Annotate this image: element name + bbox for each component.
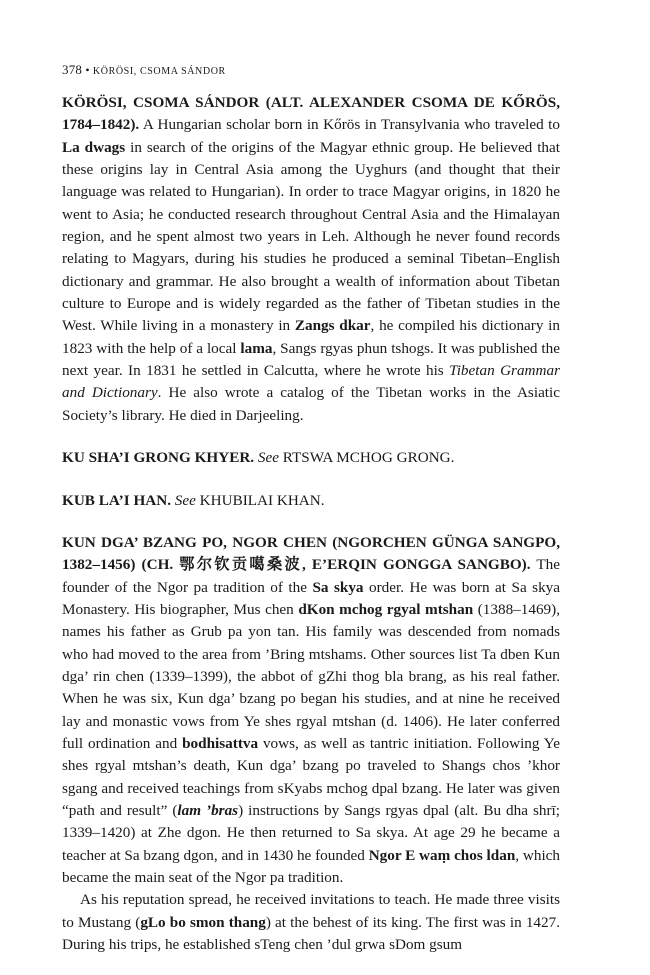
see-reference: RTSWA MCHOG GRONG. [282,449,455,467]
cross-ref-term: lama [240,339,273,357]
cross-ref-term: Sa skya [312,578,364,596]
cross-ref-term: bodhisattva [182,734,259,752]
see-label: See [174,491,196,509]
entry-kun-dga-bzang-po: KUN DGA’ BZANG PO, NGOR CHEN (NGORCHEN GÜNGA SANGPO, 1382–1456) (CH. 鄂尔钦贡噶桑波, E’ERQIN GONGGA SANGBO). The founder of the Ngor pa tradition of the Sa skya order. He was born at Sa skya Monastery. His biographer, Mus chen dKon mchog rgyal mtshan (1388–1469), names his father as Grub pa yon tan. His family was descended from nomads who had moved to the area from ’Bring mtshams. Other sources list Ta dben Kun dga’ rin chen (1339–1399), the abbot of gZhi thog bla brang, as his real father. When he was six, Kun dga’ bzang po began his studies, and at nine he received lay and monastic vows from Ye shes rgyal mtshan (d. 1406). He later conferred full ordination and bodhisattva vows, as well as tantric initiation. Following Ye shes rgyal mtshan’s death, Kun dga’ bzang po traveled to Shangs chos ’khor sgang and received teachings from sKyabs mchog dpal bzang. He later was given “path and result” (lam ’bras) instructions by Sangs rgyas dpal (alt. Bu dha shrī; 1339–1420) at Zhe dgon. He then returned to Sa skya. At age 29 he became a teacher at Sa bzang dgon, and in 1430 he founded Ngor E waṃ chos ldan, which became the main seat of the Ngor pa tradition. [62,533,561,886]
page-number: 378 [62,62,83,77]
cross-ref-term: Zangs dkar [294,317,371,335]
running-head [62,62,560,80]
book-title: Tibetan Grammar and Dictionary [62,362,560,402]
entry-ku-shai-grong-khyer [62,447,560,469]
entry-korosi: KÖRÖSI, CSOMA SÁNDOR (ALT. ALEXANDER CSOMA DE KŐRÖS, 1784–1842). A Hungarian scholar born in Kőrös in Transylvania who traveled to La dwags in search of the origins of the Magyar ethnic group. He believed that these origins lay in Central Asia among the Uyghurs (and thought that their language was related to Hungarian). In order to trace Magyar origins, in 1820 he went to Asia; he conducted research throughout Central Asia and the Himalayan region, and he spent almost two years in Leh. Although he never found records relating to Magyars, during his studies he produced a seminal Tibetan–English dictionary and grammar. He also brought a wealth of information about Tibetan culture to Europe and is widely regarded as the father of Tibetan studies in the West. While living in a monastery in Zangs dkar, he compiled his dictionary in 1823 with the help of a local lama, Sangs rgyas phun tshogs. It was published the next year. In 1831 he settled in Calcutta, where he wrote his Tibetan Grammar and Dictionary. He also wrote a catalog of the Tibetan works in the Asiatic Society’s library. He died in Darjeeling. [62,94,560,424]
running-head-section: KÖRÖSI, CSOMA SÁNDOR [92,66,226,77]
cross-ref-term-italic: lam ’bras [177,801,239,819]
entry-headword: KUB LA’I HAN. [62,491,171,509]
cross-ref-term: La dwags [62,138,126,156]
see-reference: KHUBILAI KHAN. [199,491,325,509]
cross-ref-term: gLo bo smon thang [140,913,266,931]
see-label: See [257,449,279,467]
entry-kub-lai-han [62,490,560,512]
document-page [62,62,560,956]
cross-ref-term: dKon mchog rgyal mtshan [298,600,474,618]
bullet-separator: • [85,63,90,77]
entry-headword: KÖRÖSI, CSOMA SÁNDOR (ALT. ALEXANDER CSOMA DE KŐRÖS, 1784–1842). [62,94,560,134]
entry-headword: KU SHA’I GRONG KHYER. [62,449,255,467]
cross-ref-term: Ngor E waṃ chos ldan [368,846,516,864]
entry-kun-dga-bzang-po-para-2: As his reputation spread, he received invitations to teach. He made three visits to Mustang (gLo bo smon thang) at the behest of its king. The first was in 1427. During his trips, he established sTeng chen ’dul grwa sDom gsum [62,891,560,954]
entry-headword: KUN DGA’ BZANG PO, NGOR CHEN (NGORCHEN GÜNGA SANGPO, 1382–1456) (CH. 鄂尔钦贡噶桑波, E’ERQIN GONGGA SANGBO). [62,533,560,574]
